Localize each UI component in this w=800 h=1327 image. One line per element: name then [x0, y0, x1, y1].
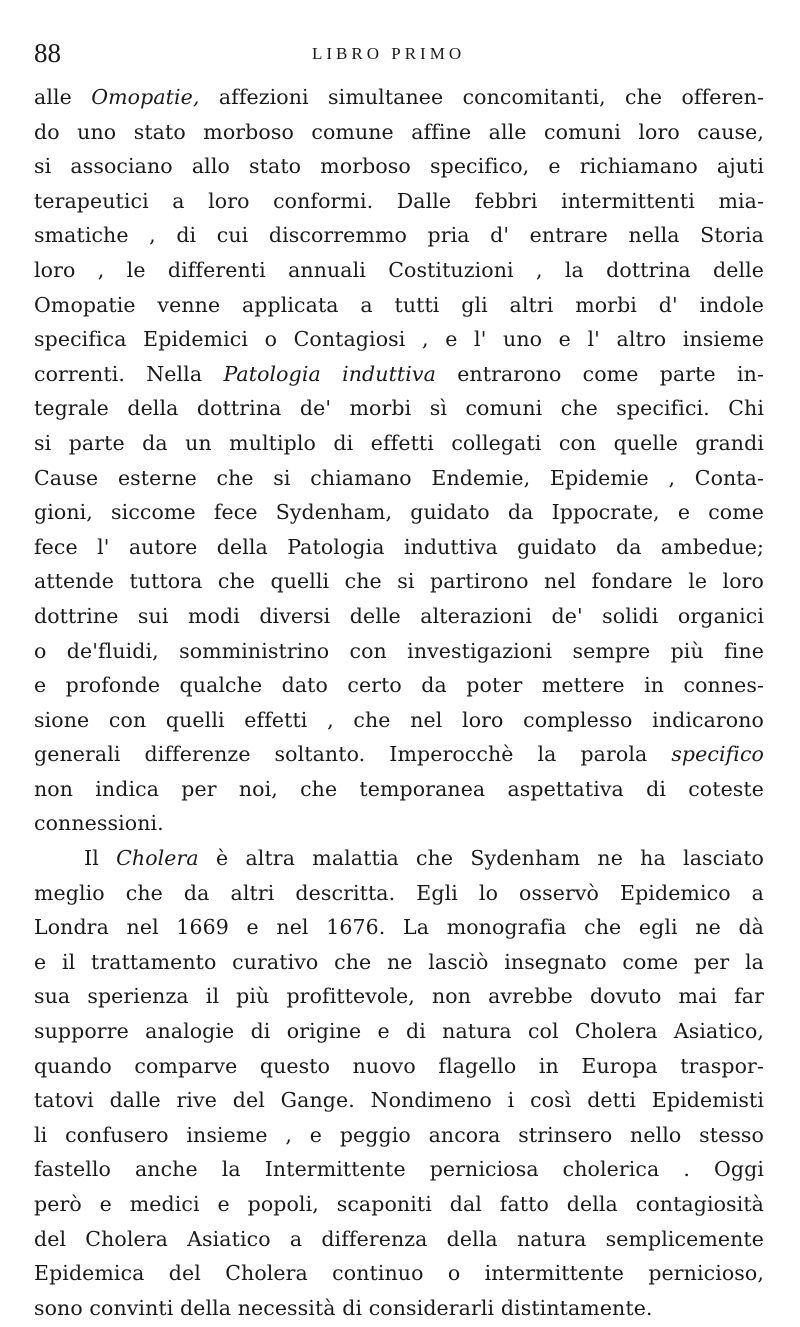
text-line — [34, 1291, 764, 1326]
paragraph-1 — [34, 80, 764, 841]
text-line — [34, 288, 764, 323]
text-segment: dottrine sui modi diversi delle alterazioni de' solidi organici — [34, 603, 764, 628]
text-segment: meglio che da altri descritta. Egli lo osservò Epidemico a — [34, 880, 764, 905]
text-segment: correnti. Nella — [34, 361, 224, 386]
text-line — [34, 80, 764, 115]
text-segment: quando comparve questo nuovo flagello in Europa traspor- — [34, 1053, 764, 1078]
text-segment: del Cholera Asiatico a differenza della natura semplicemente — [34, 1226, 764, 1251]
text-line — [34, 910, 764, 945]
text-segment: generali differenze soltanto. Imperocchè la parola — [34, 742, 672, 767]
text-line — [34, 841, 764, 876]
text-segment: Epidemica del Cholera continuo o intermittente pernicioso, — [34, 1261, 764, 1286]
text-segment: loro , le differenti annuali Costituzioni , la dottrina delle — [34, 257, 764, 282]
text-line — [34, 149, 764, 184]
text-segment: o de'fluidi, somministrino con investigazioni sempre più fine — [34, 638, 764, 663]
paragraph-2 — [34, 841, 764, 1325]
running-head: LIBRO PRIMO — [312, 44, 466, 63]
text-line — [34, 668, 764, 703]
text-segment: Londra nel 1669 e nel 1676. La monografia che egli ne dà — [34, 915, 764, 940]
text-segment: alle — [34, 85, 92, 109]
text-segment: terapeutici a loro conformi. Dalle febbri intermittenti mia- — [34, 188, 764, 213]
text-segment: attende tuttora che quelli che si partirono nel fondare le loro — [34, 569, 764, 594]
page-header — [34, 38, 774, 78]
text-segment: Il — [84, 846, 117, 871]
text-line — [34, 184, 764, 219]
text-line — [34, 564, 764, 599]
text-segment: fastello anche la Intermittente perniciosa cholerica . Oggi — [34, 1157, 764, 1182]
text-segment: tatovi dalle rive del Gange. Nondimeno i così detti Epidemisti — [34, 1088, 764, 1113]
text-segment: li confusero insieme , e peggio ancora strinsero nello stesso — [34, 1122, 764, 1147]
text-line — [34, 322, 764, 357]
text-line — [34, 737, 764, 772]
text-segment: affezioni simultanee concomitanti, che offeren- — [199, 85, 764, 109]
text-line — [34, 945, 764, 980]
text-segment: entrarono come parte in- — [435, 361, 765, 386]
text-line — [34, 1222, 764, 1257]
text-segment: do uno stato morboso comune affine alle comuni loro cause, — [34, 119, 764, 144]
text-segment: tegrale della dottrina de' morbi sì comuni che specifici. Chi — [34, 396, 764, 421]
page-number: 88 — [34, 38, 61, 68]
text-segment: specifica Epidemici o Contagiosi , e l' uno e l' altro insieme — [34, 327, 764, 352]
text-segment: connessioni. — [34, 811, 164, 836]
text-line — [34, 1152, 764, 1187]
text-line — [34, 1014, 764, 1049]
text-line — [34, 1083, 764, 1118]
text-segment: supporre analogie di origine e di natura col Cholera Asiatico, — [34, 1019, 764, 1044]
text-line — [34, 876, 764, 911]
italic-text: specifico — [671, 742, 764, 767]
text-segment: fece l' autore della Patologia induttiva guidato da ambedue; — [34, 534, 764, 559]
text-line — [34, 495, 764, 530]
text-line — [34, 806, 764, 841]
text-line — [34, 1118, 764, 1153]
text-line — [34, 1049, 764, 1084]
text-segment: è altra malattia che Sydenham ne ha lasciato — [198, 846, 764, 871]
text-line — [34, 461, 764, 496]
text-segment: e profonde qualche dato certo da poter mettere in connes- — [34, 673, 764, 698]
text-line — [34, 391, 764, 426]
text-line — [34, 253, 764, 288]
text-segment: si parte da un multiplo di effetti collegati con quelle grandi — [34, 430, 764, 455]
text-line — [34, 634, 764, 669]
italic-text: Omopatie, — [91, 85, 200, 109]
text-line — [34, 218, 764, 253]
text-line — [34, 426, 764, 461]
text-line — [34, 1256, 764, 1291]
text-segment: sua sperienza il più profittevole, non avrebbe dovuto mai far — [34, 984, 764, 1009]
body-text — [34, 80, 764, 1325]
text-segment: smatiche , di cui discorremmo pria d' entrare nella Storia — [34, 223, 764, 248]
text-line — [34, 115, 764, 150]
text-line — [34, 1187, 764, 1222]
text-segment: Omopatie venne applicata a tutti gli altri morbi d' indole — [34, 292, 764, 317]
text-segment: però e medici e popoli, scaponiti dal fatto della contagiosità — [34, 1192, 764, 1216]
text-line — [34, 357, 764, 392]
text-segment: sione con quelli effetti , che nel loro complesso indicarono — [34, 707, 764, 732]
text-line — [34, 530, 764, 565]
text-line — [34, 703, 764, 738]
text-line — [34, 772, 764, 807]
text-segment: sono convinti della necessità di considerarli distintamente. — [34, 1295, 653, 1320]
text-line — [34, 599, 764, 634]
text-segment: gioni, siccome fece Sydenham, guidato da Ippocrate, e come — [34, 500, 764, 525]
text-segment: non indica per noi, che temporanea aspettativa di coteste — [34, 776, 764, 801]
italic-text: Patologia induttiva — [223, 361, 436, 386]
text-segment: Cause esterne che si chiamano Endemie, Epidemie , Conta- — [34, 465, 764, 490]
italic-text: Cholera — [116, 846, 199, 871]
text-segment: e il trattamento curativo che ne lasciò insegnato come per la — [34, 949, 764, 974]
text-segment: si associano allo stato morboso specifico, e richiamano ajuti — [34, 154, 764, 179]
text-line — [34, 979, 764, 1014]
